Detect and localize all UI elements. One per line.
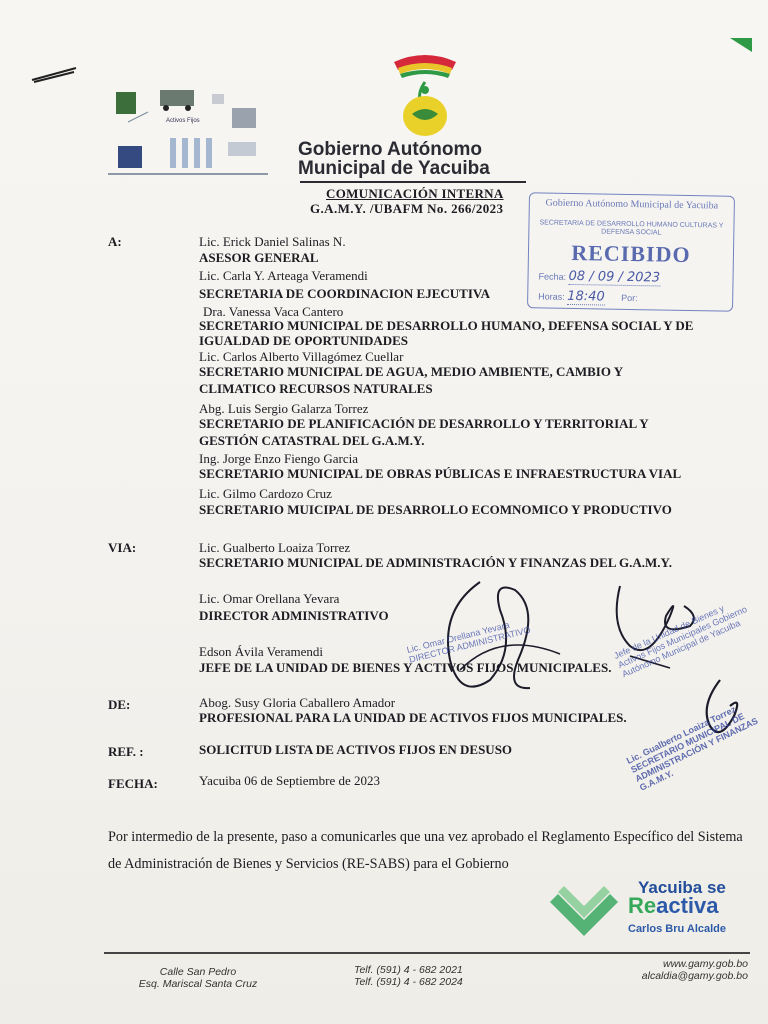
stamp-horas-value: 18:40 (567, 288, 605, 305)
pen-stroke-mark (30, 62, 80, 84)
stamp-gualberto-loaiza: Lic. Gualberto Loaiza Torrez SECRETARIO MUNICIPAL DE ADMINISTRACIÓN Y FINANZAS G.A.M.Y. (624, 704, 760, 793)
organization-name (298, 140, 490, 178)
recipients-label: A: (108, 234, 122, 249)
sender-name: Abog. Susy Gloria Caballero Amador (199, 695, 396, 710)
recipient-name: Lic. Carla Y. Arteaga Veramendi (199, 268, 368, 283)
recipient-name: Lic. Gilmo Cardozo Cruz (199, 486, 332, 501)
via-label: VIA: (108, 540, 137, 555)
body-paragraph: Por intermedio de la presente, paso a comunicarles que una vez aprobado el Reglamento Específico del Sistema de Administración de Bienes y Servicios (RE-SABS) para el Gobierno (108, 829, 743, 872)
reference-value: SOLICITUD LISTA DE ACTIVOS FIJOS EN DESUSO (199, 742, 513, 757)
recipient-position: SECRETARIO MUNICIPAL DE OBRAS PÚBLICAS E INFRAESTRUCTURA VIAL (199, 466, 682, 481)
footer-web: www.gamy.gob.bo (662, 958, 748, 970)
slogan-line2-activa: activa (656, 893, 719, 918)
recibido-stamp (527, 192, 735, 312)
footer-phone2: Telf. (591) 4 - 682 2024 (354, 976, 463, 988)
organization-name-line1: Gobierno Autónomo (298, 139, 482, 160)
collage-label: Activos Fijos (166, 118, 200, 124)
recipient-name: Ing. Jorge Enzo Fiengo Garcia (199, 451, 358, 466)
recipient-name: Lic. Erick Daniel Salinas N. (199, 234, 346, 249)
memo-number: G.A.M.Y. /UBAFM No. 266/2023 (310, 201, 504, 216)
stamp-entity: Gobierno Autónomo Municipal de Yacuiba (545, 197, 719, 212)
footer-phones (354, 964, 463, 988)
sender-label: DE: (108, 697, 131, 712)
footer-address-line1: Calle San Pedro (159, 966, 237, 978)
footer-rule (104, 952, 750, 954)
recipient-position: CLIMATICO RECURSOS NATURALES (199, 381, 433, 396)
footer-email: alcaldia@gamy.gob.bo (641, 970, 748, 982)
stamp-horas-row (538, 288, 638, 306)
stamp-fecha-value: 08 / 09 / 2023 (568, 268, 661, 286)
memo-type: COMUNICACIÓN INTERNA (326, 186, 504, 201)
footer-address (138, 966, 258, 990)
via-name: Edson Ávila Veramendi (199, 644, 323, 659)
recipient-name: Lic. Carlos Alberto Villagómez Cuellar (199, 349, 404, 364)
reference-label: REF. : (108, 744, 144, 759)
via-position: DIRECTOR ADMINISTRATIVO (199, 608, 389, 623)
via-name: Lic. Omar Orellana Yevara (199, 591, 340, 606)
organization-name-line2: Municipal de Yacuiba (298, 158, 490, 179)
recipient-position: SECRETARIO MUICIPAL DE DESARROLLO ECOMNOMICO Y PRODUCTIVO (199, 502, 672, 517)
date-value: Yacuiba 06 de Septiembre de 2023 (199, 773, 381, 788)
stamp-omar-orellana: Lic. Omar Orellana Yevara DIRECTOR ADMINISTRATIVO (405, 619, 532, 665)
recipient-position: SECRETARIA DE COORDINACION EJECUTIVA (199, 286, 490, 301)
stamp-horas-label: Horas: (538, 291, 565, 302)
recipient-name: Dra. Vanessa Vaca Cantero (203, 304, 344, 319)
footer-phone1: Telf. (591) 4 - 682 2021 (354, 964, 463, 976)
stamp-fecha-label: Fecha: (538, 271, 567, 282)
stamp-fecha-row (538, 268, 660, 286)
stamp-por-label: Por: (621, 292, 638, 304)
letterhead-rule (300, 181, 526, 183)
slogan-mayor: Carlos Bru Alcalde (628, 923, 727, 935)
stamp-office: SECRETARIA DE DESARROLLO HUMANO CULTURAS Y DEFENSA SOCIAL (539, 219, 724, 237)
recipient-position: SECRETARIO DE PLANIFICACIÓN DE DESARROLLO Y TERRITORIAL Y (199, 416, 649, 431)
footer-address-line2: Esq. Mariscal Santa Cruz (138, 978, 258, 990)
slogan-line1: Yacuiba se (638, 878, 726, 897)
corner-mark (730, 38, 752, 52)
stamp-status: RECIBIDO (571, 239, 691, 268)
recipient-position: SECRETARIO MUNICIPAL DE DESARROLLO HUMANO, DEFENSA SOCIAL Y DE (199, 318, 694, 333)
via-position: JEFE DE LA UNIDAD DE BIENES Y ACTIVOS FIJOS MUNICIPALES. (199, 660, 612, 675)
recipient-position: ASESOR GENERAL (199, 250, 319, 265)
date-label: FECHA: (108, 776, 158, 791)
stamp-edson-avila: Jefe de la Unidad de Bienes y Activos Fijos Municipales Gobierno Autónomo Municipal de Yacuiba (612, 603, 749, 680)
recipient-name: Abg. Luis Sergio Galarza Torrez (199, 401, 369, 416)
sender-position: PROFESIONAL PARA LA UNIDAD DE ACTIVOS FIJOS MUNICIPALES. (199, 710, 627, 725)
via-position: SECRETARIO MUNICIPAL DE ADMINISTRACIÓN Y FINANZAS DEL G.A.M.Y. (199, 555, 672, 570)
activos-fijos-collage-image (108, 82, 268, 182)
recipient-position: GESTIÓN CATASTRAL DEL G.A.M.Y. (199, 433, 425, 448)
slogan-line2-re: Re (628, 893, 657, 918)
footer-contact (600, 958, 748, 982)
via-name: Lic. Gualberto Loaiza Torrez (199, 540, 351, 555)
recipient-position: SECRETARIO MUNICIPAL DE AGUA, MEDIO AMBIENTE, CAMBIO Y (199, 364, 624, 379)
slogan-line2 (628, 893, 719, 919)
recipient-position: IGUALDAD DE OPORTUNIDADES (199, 333, 409, 348)
yacuiba-se-reactiva-logo (550, 880, 620, 940)
municipal-crest-logo (390, 52, 460, 138)
